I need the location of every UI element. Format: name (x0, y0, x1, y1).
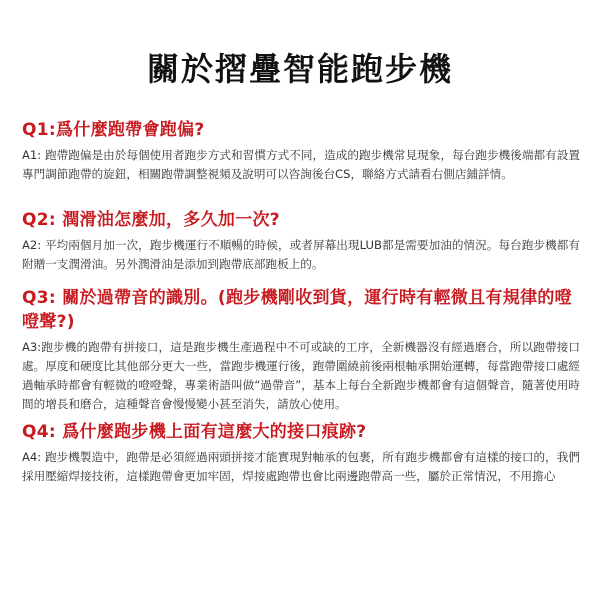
faq-item-q3 (22, 286, 580, 414)
faq-item-q1 (22, 118, 580, 184)
faq-item-q4 (22, 420, 580, 486)
question-2: Q2: 潤滑油怎麼加，多久加一次? (22, 210, 280, 230)
question-4: Q4: 爲什麼跑步機上面有這麼大的接口痕跡? (22, 422, 367, 442)
answer-1: A1: 跑帶跑偏是由於每個使用者跑步方式和習慣方式不同，造成的跑步機常見現象，每台跑步機後端都有設置專門調節跑帶的旋鈕，相關跑帶調整視頻及說明可以咨詢後台CS，聯絡方式請看右側店鋪詳情。 (22, 148, 580, 181)
page-title: 關於摺疊智能跑步機 (146, 50, 453, 88)
question-3: Q3: 關於過帶音的識別。(跑步機剛收到貨，運行時有輕微且有規律的噔噔聲?) (22, 288, 572, 332)
answer-3: A3:跑步機的跑帶有拼接口，這是跑步機生產過程中不可或缺的工序，全新機器沒有經過磨合，所以跑帶接口處。厚度和硬度比其他部分更大一些，當跑步機運行後，跑帶圍繞前後兩根軸承開始運轉，每當跑帶接口處經過軸承時都會有輕微的噔噔聲，專業術語叫做“過帶音”，基本上每台全新跑步機都會有這個聲音，隨著使用時間的增長和磨合，這種聲音會慢慢變小甚至消失，請放心使用。 (22, 340, 580, 411)
answer-2: A2: 平均兩個月加一次，跑步機運行不順暢的時候，或者屏幕出現LUB都是需要加油的情況。每台跑步機都有附贈一支潤滑油。另外潤滑油是添加到跑帶底部跑板上的。 (22, 238, 580, 271)
answer-4: A4: 跑步機製造中，跑帶是必須經過兩頭拼接才能實現對軸承的包裹，所有跑步機都會有這樣的接口的，我們採用壓縮焊接技術，這樣跑帶會更加牢固，焊接處跑帶也會比兩邊跑帶高一些，屬於正常情況，不用擔心 (22, 450, 580, 483)
faq-item-q2 (22, 208, 580, 274)
question-1: Q1:爲什麼跑帶會跑偏? (22, 120, 205, 140)
